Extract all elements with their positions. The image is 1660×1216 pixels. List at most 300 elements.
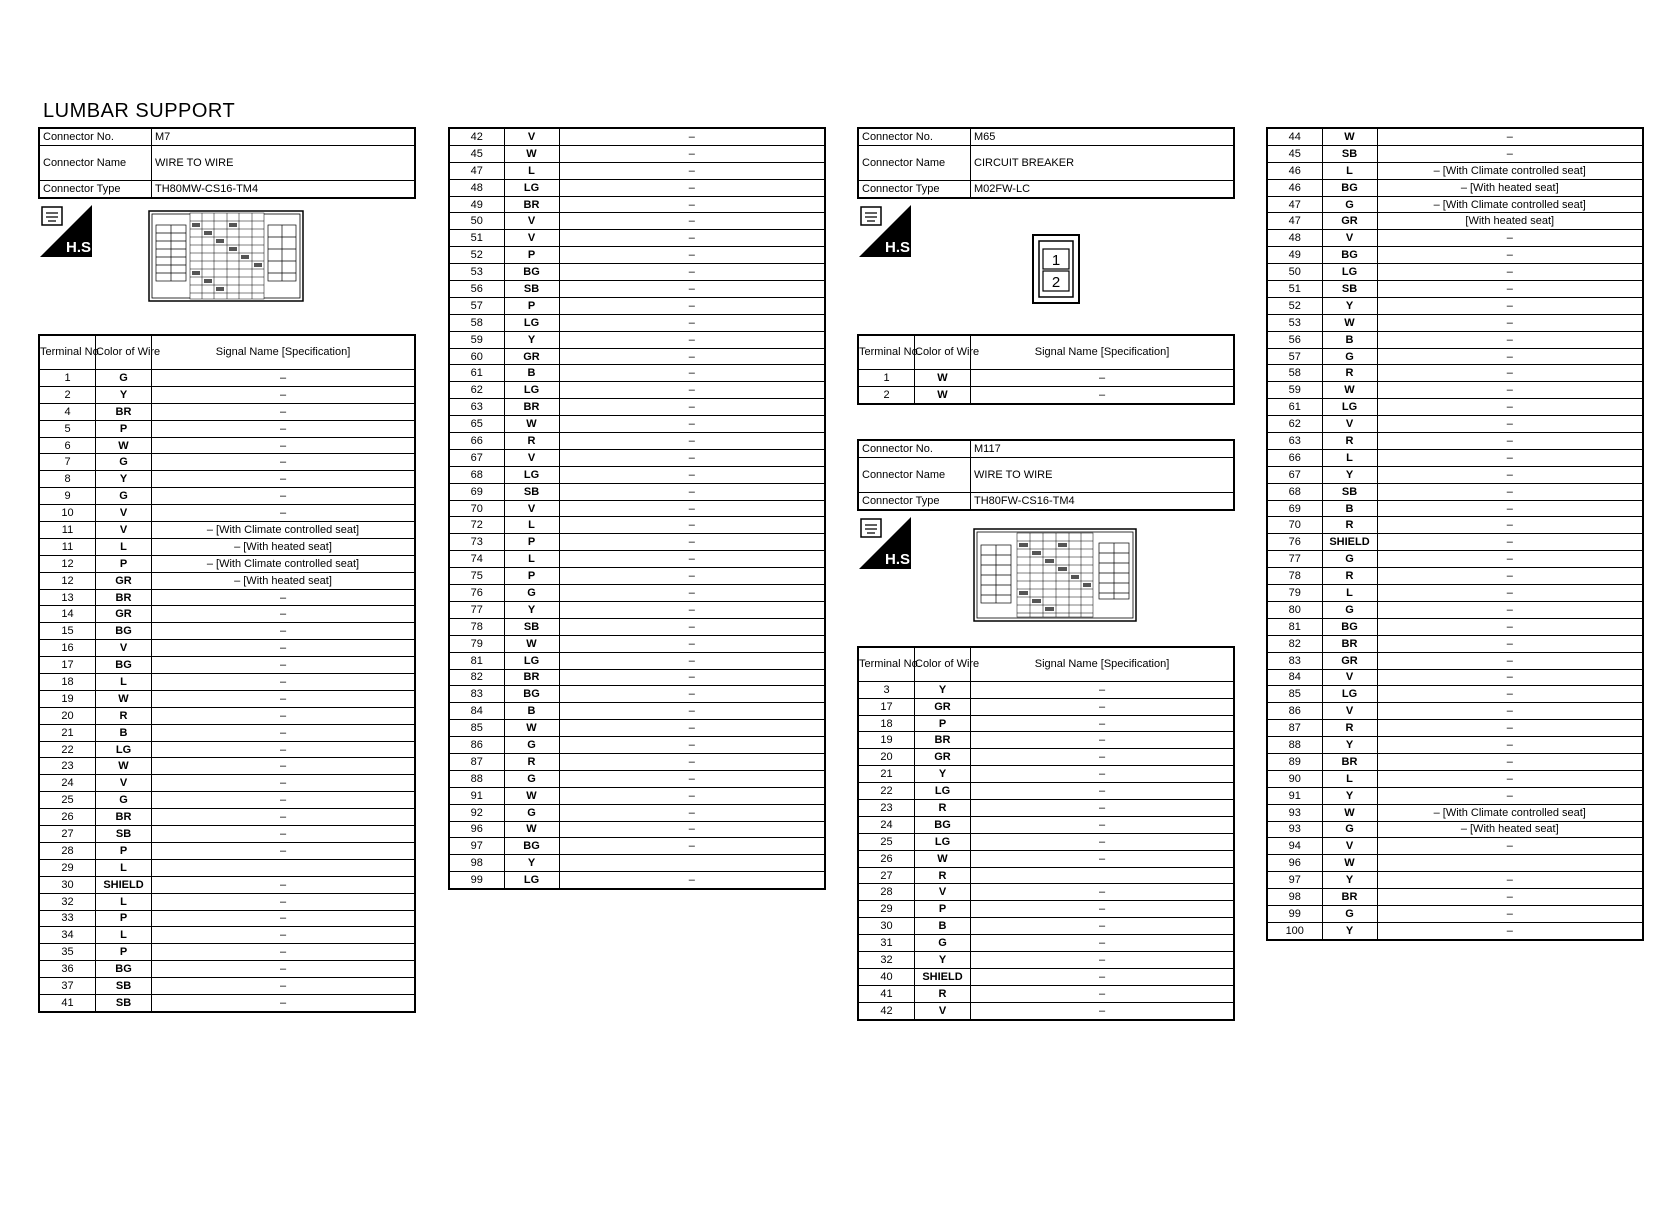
table-row	[1267, 466, 1643, 483]
wire-color-cell: LG	[1322, 399, 1377, 416]
terminal-no-cell: 23	[858, 800, 915, 817]
terminal-no-cell: 96	[449, 821, 504, 838]
table-row	[39, 978, 415, 995]
table-row	[449, 669, 825, 686]
wire-color-cell: BG	[96, 961, 152, 978]
signal-name-cell: – [With Climate controlled seat]	[1377, 196, 1643, 213]
wire-color-cell: GR	[96, 572, 152, 589]
wire-color-cell: V	[504, 230, 559, 247]
table-row	[449, 196, 825, 213]
table-row	[39, 859, 415, 876]
terminal-no-cell: 97	[449, 838, 504, 855]
table-row	[1267, 416, 1643, 433]
header-color-of-wire: Color of Wire	[915, 647, 971, 682]
terminal-no-cell: 28	[858, 884, 915, 901]
terminal-no-cell: 67	[449, 449, 504, 466]
table-row	[39, 572, 415, 589]
table-row	[1267, 922, 1643, 939]
wire-color-cell: LG	[915, 783, 971, 800]
wire-color-cell: LG	[504, 872, 559, 889]
wire-color-cell: GR	[96, 606, 152, 623]
signal-name-cell: –	[1377, 669, 1643, 686]
signal-name-cell: –	[152, 876, 416, 893]
wire-color-cell: W	[915, 370, 971, 387]
terminal-no-cell: 91	[449, 787, 504, 804]
signal-name-cell: –	[1377, 686, 1643, 703]
terminal-no-cell: 44	[1267, 128, 1322, 145]
wire-color-cell: P	[96, 910, 152, 927]
wire-color-cell: LG	[504, 382, 559, 399]
terminal-no-cell: 48	[449, 179, 504, 196]
terminal-no-cell: 63	[449, 399, 504, 416]
column-m117-b	[1266, 127, 1644, 941]
table-row	[1267, 889, 1643, 906]
wire-color-cell: SB	[504, 281, 559, 298]
table-row	[39, 505, 415, 522]
wire-color-cell: G	[96, 454, 152, 471]
signal-name-cell: –	[152, 623, 416, 640]
signal-name-cell: –	[559, 585, 825, 602]
wire-color-cell: G	[96, 488, 152, 505]
wire-color-cell: P	[96, 555, 152, 572]
wire-color-cell: P	[915, 901, 971, 918]
table-row	[39, 961, 415, 978]
signal-name-cell: –	[1377, 517, 1643, 534]
wire-color-cell: Y	[1322, 787, 1377, 804]
signal-name-cell: –	[559, 753, 825, 770]
table-row	[858, 850, 1234, 867]
terminal-no-cell: 50	[1267, 264, 1322, 281]
signal-name-cell: [With heated seat]	[1377, 213, 1643, 230]
connector-type-value: M02FW-LC	[971, 181, 1235, 199]
table-row	[449, 753, 825, 770]
terminal-no-cell: 32	[39, 893, 96, 910]
signal-name-cell: –	[1377, 449, 1643, 466]
table-row	[449, 331, 825, 348]
signal-name-cell: –	[152, 640, 416, 657]
wire-color-cell: LG	[96, 741, 152, 758]
signal-name-cell: –	[559, 449, 825, 466]
table-row	[1267, 179, 1643, 196]
terminal-no-cell: 49	[1267, 247, 1322, 264]
signal-name-cell: –	[559, 804, 825, 821]
wire-color-cell: Y	[504, 855, 559, 872]
signal-name-cell: –	[971, 386, 1235, 403]
wire-color-cell: GR	[1322, 652, 1377, 669]
table-row	[449, 483, 825, 500]
wire-color-cell: L	[96, 674, 152, 691]
wire-color-cell: SB	[504, 483, 559, 500]
wire-color-cell: BR	[1322, 753, 1377, 770]
signal-name-cell: –	[971, 816, 1235, 833]
pin-2-label: 2	[1051, 274, 1061, 291]
signal-name-cell: –	[152, 690, 416, 707]
signal-name-cell: –	[559, 686, 825, 703]
table-row	[449, 264, 825, 281]
table-row	[1267, 652, 1643, 669]
signal-name-cell: –	[559, 534, 825, 551]
wire-color-cell: G	[915, 935, 971, 952]
terminal-no-cell: 17	[858, 698, 915, 715]
signal-name-cell: –	[1377, 618, 1643, 635]
connector-name-value: WIRE TO WIRE	[971, 457, 1235, 492]
terminal-no-cell: 66	[449, 433, 504, 450]
wire-color-cell: L	[1322, 449, 1377, 466]
wire-color-cell: LG	[504, 314, 559, 331]
signal-name-cell: –	[152, 741, 416, 758]
pin-1-label: 1	[1051, 252, 1061, 269]
terminal-no-cell: 17	[39, 657, 96, 674]
signal-name-cell: –	[1377, 889, 1643, 906]
table-row	[1267, 737, 1643, 754]
terminal-no-cell: 49	[449, 196, 504, 213]
signal-name-cell: –	[152, 370, 416, 387]
terminal-no-cell: 80	[1267, 601, 1322, 618]
wire-color-cell: BR	[1322, 889, 1377, 906]
wire-color-cell: P	[504, 247, 559, 264]
table-row	[858, 715, 1234, 732]
wire-color-cell: LG	[915, 833, 971, 850]
wire-color-cell: LG	[1322, 686, 1377, 703]
table-row	[39, 809, 415, 826]
terminal-no-cell: 74	[449, 551, 504, 568]
table-row	[449, 720, 825, 737]
wire-color-cell: V	[915, 884, 971, 901]
signal-name-cell: –	[152, 589, 416, 606]
wire-color-cell: V	[96, 775, 152, 792]
wire-color-cell: G	[1322, 348, 1377, 365]
terminal-no-cell: 86	[1267, 703, 1322, 720]
terminal-no-cell: 51	[449, 230, 504, 247]
signal-name-cell: –	[971, 732, 1235, 749]
signal-name-cell: –	[152, 994, 416, 1011]
wire-color-cell: SHIELD	[1322, 534, 1377, 551]
terminal-no-cell: 57	[1267, 348, 1322, 365]
signal-name-cell: –	[971, 749, 1235, 766]
terminal-no-cell: 51	[1267, 281, 1322, 298]
terminal-no-cell: 97	[1267, 872, 1322, 889]
signal-name-cell: – [With heated seat]	[1377, 821, 1643, 838]
terminal-no-cell: 85	[1267, 686, 1322, 703]
terminal-no-cell: 81	[449, 652, 504, 669]
terminal-no-cell: 2	[858, 386, 915, 403]
signal-name-cell: –	[971, 901, 1235, 918]
terminal-no-cell: 22	[858, 783, 915, 800]
signal-name-cell: –	[559, 703, 825, 720]
terminal-no-cell: 82	[1267, 635, 1322, 652]
header-terminal-no: Terminal No.	[858, 647, 915, 682]
terminal-no-cell: 23	[39, 758, 96, 775]
wire-color-cell: LG	[504, 179, 559, 196]
signal-name-cell: –	[1377, 399, 1643, 416]
table-row	[449, 804, 825, 821]
wire-color-cell: Y	[1322, 922, 1377, 939]
connector-m65-header	[857, 127, 1235, 199]
table-row	[39, 437, 415, 454]
terminal-no-cell: 25	[39, 792, 96, 809]
signal-name-cell: –	[1377, 551, 1643, 568]
terminal-no-cell: 33	[39, 910, 96, 927]
connector-type-value: TH80FW-CS16-TM4	[971, 492, 1235, 510]
terminal-no-cell: 30	[39, 876, 96, 893]
harness-side-icon	[859, 205, 915, 257]
table-row	[1267, 770, 1643, 787]
table-row	[449, 416, 825, 433]
table-row	[39, 707, 415, 724]
table-row	[39, 538, 415, 555]
signal-name-cell: –	[152, 488, 416, 505]
terminal-no-cell: 69	[1267, 500, 1322, 517]
wire-color-cell: V	[504, 128, 559, 145]
table-row	[1267, 905, 1643, 922]
terminal-no-cell: 98	[449, 855, 504, 872]
wire-color-cell: W	[504, 416, 559, 433]
wire-color-cell: R	[504, 753, 559, 770]
table-row	[1267, 348, 1643, 365]
connector-m65-diagram	[857, 199, 1235, 334]
wire-color-cell: Y	[915, 681, 971, 698]
table-row	[858, 1002, 1234, 1019]
wire-color-cell: G	[1322, 905, 1377, 922]
wire-color-cell: W	[1322, 314, 1377, 331]
connector-m117-header	[857, 439, 1235, 511]
table-row	[449, 314, 825, 331]
terminal-no-cell: 94	[1267, 838, 1322, 855]
table-row	[1267, 753, 1643, 770]
terminal-no-cell: 18	[39, 674, 96, 691]
terminal-no-cell: 46	[1267, 162, 1322, 179]
signal-name-cell: –	[559, 314, 825, 331]
signal-name-cell: –	[559, 787, 825, 804]
table-row	[39, 471, 415, 488]
table-row	[449, 247, 825, 264]
terminal-no-cell: 6	[39, 437, 96, 454]
table-row	[858, 884, 1234, 901]
terminal-no-cell: 100	[1267, 922, 1322, 939]
terminal-no-cell: 66	[1267, 449, 1322, 466]
signal-name-cell: –	[1377, 247, 1643, 264]
connector-face-icon	[1031, 233, 1081, 305]
terminal-no-cell: 8	[39, 471, 96, 488]
signal-name-cell: –	[559, 128, 825, 145]
wire-color-cell: R	[1322, 365, 1377, 382]
signal-name-cell: –	[559, 416, 825, 433]
signal-name-cell: –	[971, 681, 1235, 698]
table-row	[1267, 382, 1643, 399]
terminal-no-cell: 77	[449, 601, 504, 618]
wire-color-cell: R	[915, 800, 971, 817]
header-signal-name: Signal Name [Specification]	[971, 647, 1235, 682]
table-row	[449, 618, 825, 635]
table-row	[858, 985, 1234, 1002]
wire-color-cell: W	[504, 821, 559, 838]
table-row	[1267, 314, 1643, 331]
table-row	[1267, 568, 1643, 585]
table-row	[1267, 517, 1643, 534]
terminal-no-cell: 65	[449, 416, 504, 433]
wire-color-cell: LG	[504, 466, 559, 483]
signal-name-cell: –	[559, 821, 825, 838]
table-row	[39, 674, 415, 691]
terminal-no-cell: 70	[1267, 517, 1322, 534]
wire-color-cell: Y	[96, 386, 152, 403]
table-row	[1267, 449, 1643, 466]
table-row	[39, 741, 415, 758]
terminal-no-cell: 11	[39, 538, 96, 555]
terminal-no-cell: 99	[1267, 905, 1322, 922]
signal-name-cell: –	[559, 551, 825, 568]
wire-color-cell: P	[96, 420, 152, 437]
signal-name-cell: –	[1377, 905, 1643, 922]
signal-name-cell: –	[1377, 568, 1643, 585]
wire-color-cell: BR	[504, 669, 559, 686]
terminal-no-cell: 11	[39, 522, 96, 539]
wire-color-cell: V	[504, 500, 559, 517]
label-connector-no: Connector No.	[858, 128, 971, 146]
wire-color-cell: Y	[1322, 737, 1377, 754]
wire-color-cell: W	[1322, 804, 1377, 821]
table-row	[449, 872, 825, 889]
wire-color-cell: BR	[96, 589, 152, 606]
signal-name-cell: – [With heated seat]	[1377, 179, 1643, 196]
terminal-no-cell: 84	[449, 703, 504, 720]
terminal-no-cell: 79	[449, 635, 504, 652]
signal-name-cell: –	[971, 884, 1235, 901]
signal-name-cell: –	[1377, 331, 1643, 348]
wire-color-cell: G	[504, 585, 559, 602]
signal-name-cell: –	[1377, 585, 1643, 602]
table-row	[1267, 247, 1643, 264]
table-row	[449, 517, 825, 534]
table-row	[858, 867, 1234, 884]
signal-name-cell	[971, 867, 1235, 884]
table-row	[39, 488, 415, 505]
table-row	[39, 454, 415, 471]
table-row	[1267, 500, 1643, 517]
signal-name-cell: –	[152, 403, 416, 420]
wire-color-cell: B	[504, 703, 559, 720]
label-connector-name: Connector Name	[39, 146, 152, 181]
wire-color-cell: Y	[1322, 466, 1377, 483]
signal-name-cell: –	[971, 698, 1235, 715]
signal-name-cell: –	[152, 826, 416, 843]
terminal-no-cell: 61	[449, 365, 504, 382]
wire-color-cell: BG	[1322, 618, 1377, 635]
table-row	[1267, 128, 1643, 145]
terminal-no-cell: 73	[449, 534, 504, 551]
terminal-no-cell: 47	[1267, 196, 1322, 213]
terminal-no-cell: 85	[449, 720, 504, 737]
table-row	[1267, 703, 1643, 720]
terminal-no-cell: 59	[1267, 382, 1322, 399]
terminal-no-cell: 87	[1267, 720, 1322, 737]
terminal-no-cell: 69	[449, 483, 504, 500]
table-row	[449, 145, 825, 162]
terminal-no-cell: 22	[39, 741, 96, 758]
table-row	[1267, 483, 1643, 500]
terminal-no-cell: 16	[39, 640, 96, 657]
signal-name-cell: –	[152, 944, 416, 961]
terminal-no-cell: 4	[39, 403, 96, 420]
terminal-no-cell: 78	[1267, 568, 1322, 585]
terminal-no-cell: 72	[449, 517, 504, 534]
terminal-no-cell: 77	[1267, 551, 1322, 568]
terminal-no-cell: 88	[449, 770, 504, 787]
terminal-no-cell: 79	[1267, 585, 1322, 602]
table-row	[449, 686, 825, 703]
table-row	[1267, 196, 1643, 213]
wire-color-cell: BR	[504, 399, 559, 416]
terminal-no-cell: 7	[39, 454, 96, 471]
signal-name-cell: –	[1377, 753, 1643, 770]
wire-color-cell: LG	[504, 652, 559, 669]
terminal-no-cell: 83	[449, 686, 504, 703]
signal-name-cell: –	[559, 466, 825, 483]
wire-color-cell: B	[915, 918, 971, 935]
table-row	[449, 162, 825, 179]
table-row	[39, 403, 415, 420]
table-row	[39, 944, 415, 961]
table-row	[449, 652, 825, 669]
terminal-no-cell: 76	[449, 585, 504, 602]
wire-color-cell: L	[96, 538, 152, 555]
wire-color-cell: Y	[96, 471, 152, 488]
wire-color-cell: BR	[915, 732, 971, 749]
signal-name-cell: –	[1377, 737, 1643, 754]
table-row	[1267, 804, 1643, 821]
wire-color-cell: G	[1322, 601, 1377, 618]
connector-m117-diagram	[857, 511, 1235, 646]
terminal-table-m65	[857, 334, 1235, 405]
table-row	[858, 370, 1234, 387]
wire-color-cell: B	[1322, 331, 1377, 348]
table-row	[1267, 635, 1643, 652]
signal-name-cell: –	[152, 454, 416, 471]
terminal-no-cell: 20	[858, 749, 915, 766]
signal-name-cell	[559, 855, 825, 872]
harness-side-icon	[859, 517, 915, 569]
terminal-no-cell: 40	[858, 968, 915, 985]
table-row	[1267, 720, 1643, 737]
wire-color-cell: R	[96, 707, 152, 724]
signal-name-cell: –	[152, 910, 416, 927]
terminal-no-cell: 62	[1267, 416, 1322, 433]
signal-name-cell: –	[1377, 230, 1643, 247]
wire-color-cell: SHIELD	[96, 876, 152, 893]
wire-color-cell: L	[1322, 162, 1377, 179]
wire-color-cell: G	[1322, 196, 1377, 213]
signal-name-cell: –	[152, 724, 416, 741]
table-row	[858, 732, 1234, 749]
terminal-no-cell: 20	[39, 707, 96, 724]
wire-color-cell: B	[504, 365, 559, 382]
wire-color-cell: R	[1322, 720, 1377, 737]
signal-name-cell: –	[152, 978, 416, 995]
table-row	[39, 657, 415, 674]
table-row	[449, 585, 825, 602]
terminal-no-cell: 37	[39, 978, 96, 995]
signal-name-cell: –	[152, 471, 416, 488]
signal-name-cell: – [With Climate controlled seat]	[1377, 162, 1643, 179]
wire-color-cell: B	[1322, 500, 1377, 517]
table-row	[449, 551, 825, 568]
table-row	[449, 179, 825, 196]
terminal-no-cell: 21	[858, 766, 915, 783]
terminal-no-cell: 12	[39, 572, 96, 589]
terminal-no-cell: 14	[39, 606, 96, 623]
signal-name-cell: –	[152, 758, 416, 775]
signal-name-cell: –	[1377, 652, 1643, 669]
